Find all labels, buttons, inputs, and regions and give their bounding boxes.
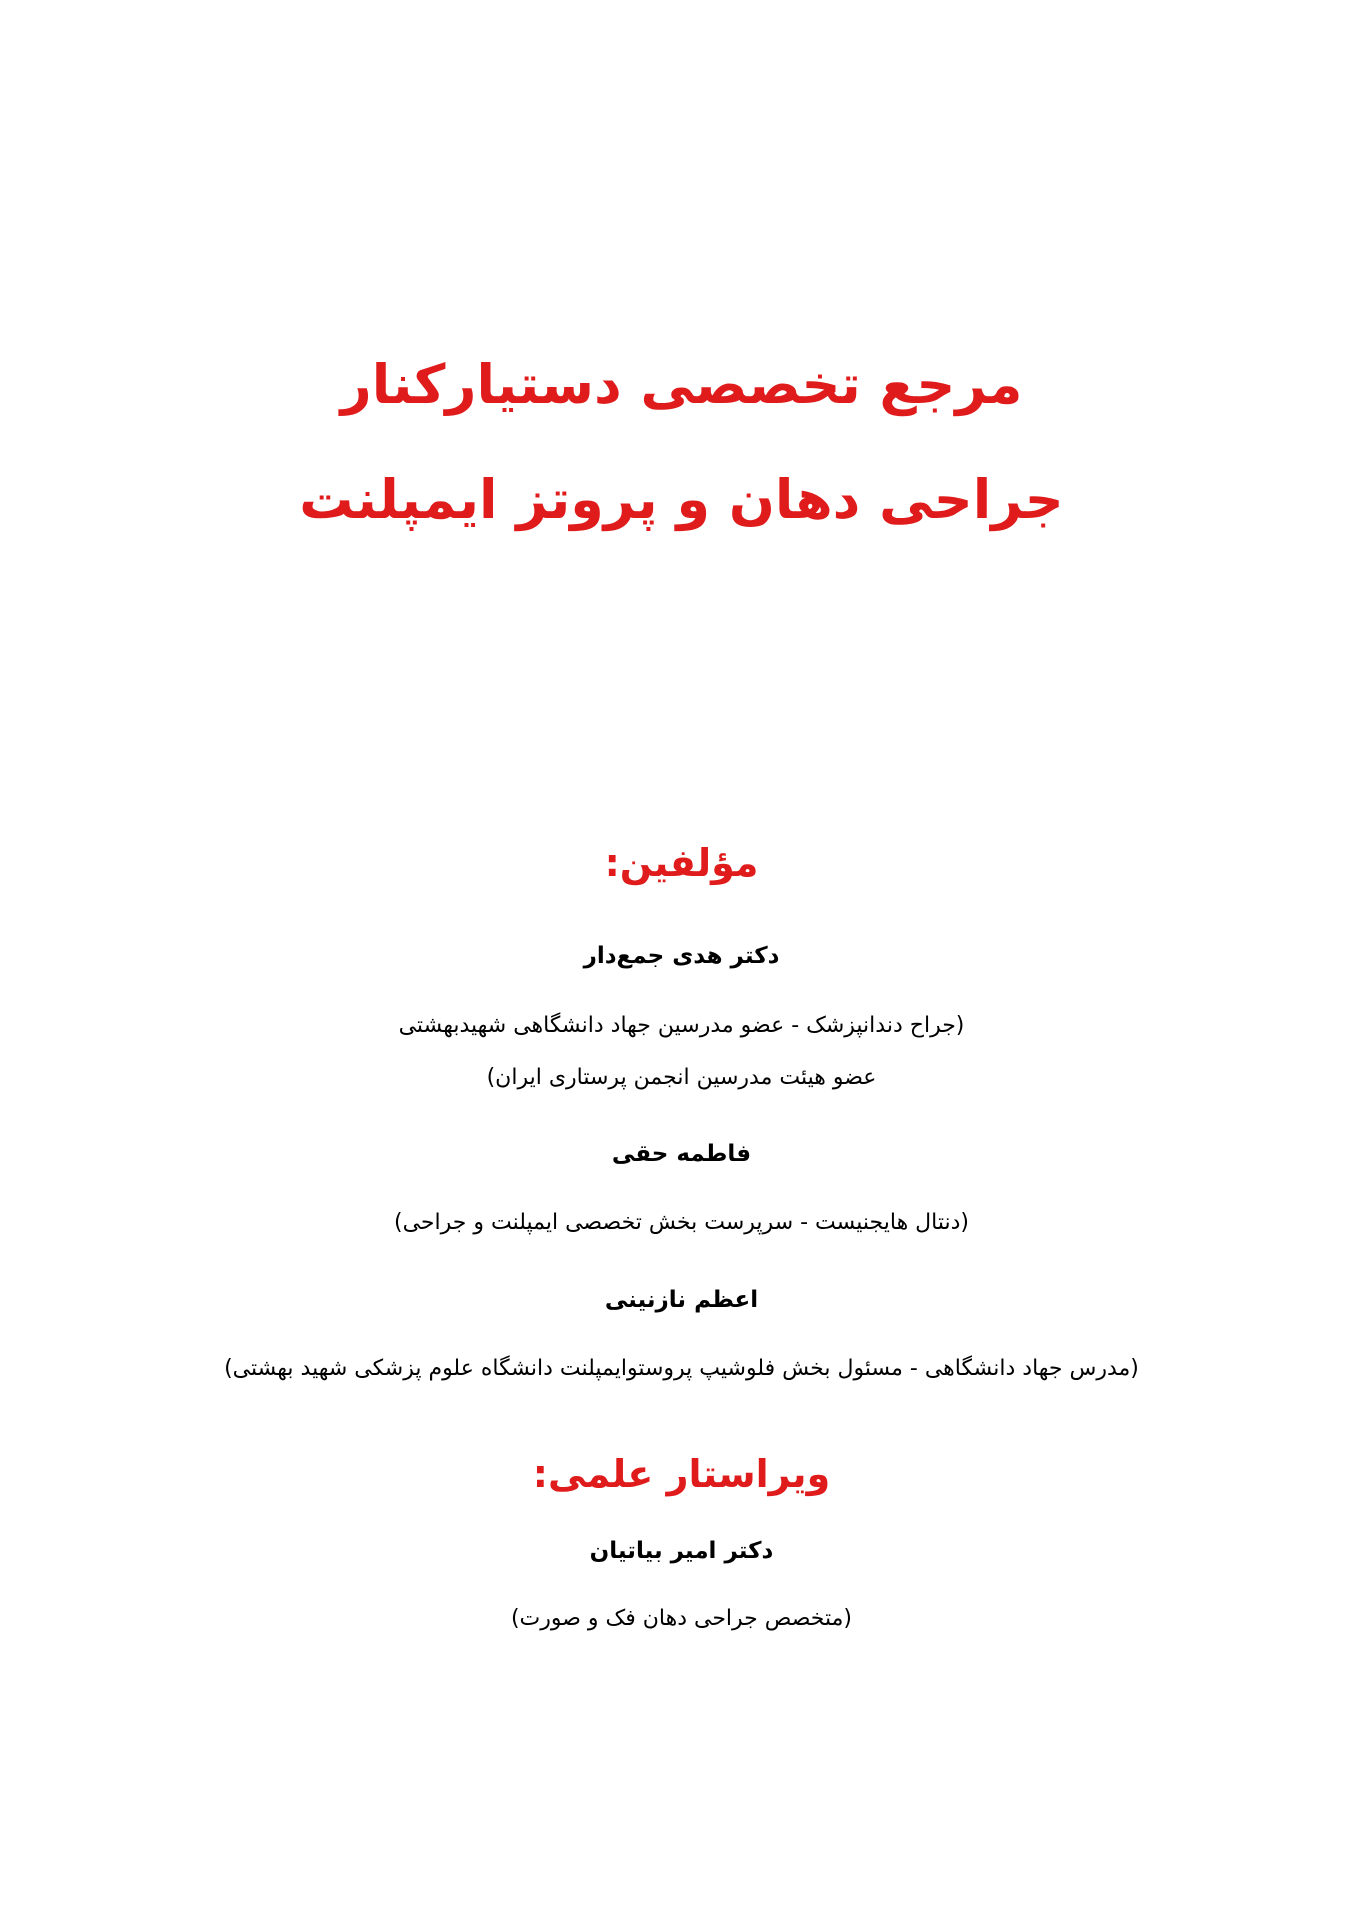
- author-3-name: اعظم نازنینی: [604, 1287, 759, 1313]
- author-2-desc: (دنتال هایجنیست - سرپرست بخش تخصصی ایمپلنت و جراحی): [393, 1210, 970, 1235]
- author-2-name: فاطمه حقی: [611, 1141, 752, 1167]
- authors-heading: مؤلفین:: [604, 841, 759, 885]
- book-title-line-2: جراحی دهان و پروتز ایمپلنت: [299, 468, 1064, 531]
- author-3-desc: (مدرس جهاد دانشگاهی - مسئول بخش فلوشیپ پروستوایمپلنت دانشگاه علوم پزشکی شهید بهشتی): [224, 1356, 1139, 1381]
- author-1-desc-line-1: (جراح دندانپزشک - عضو مدرسین جهاد دانشگاهی شهیدبهشتی: [398, 1013, 965, 1038]
- editor-desc: (متخصص جراحی دهان فک و صورت): [510, 1606, 853, 1631]
- author-1-name: دکتر هدی جمع‌دار: [583, 943, 780, 969]
- editor-heading: ویراستار علمی:: [532, 1452, 831, 1496]
- editor-name: دکتر امیر بیاتیان: [589, 1538, 774, 1564]
- author-1-desc-line-2: عضو هیئت مدرسین انجمن پرستاری ایران): [486, 1065, 877, 1090]
- book-title-line-1: مرجع تخصصی دستیارکنار: [340, 353, 1023, 416]
